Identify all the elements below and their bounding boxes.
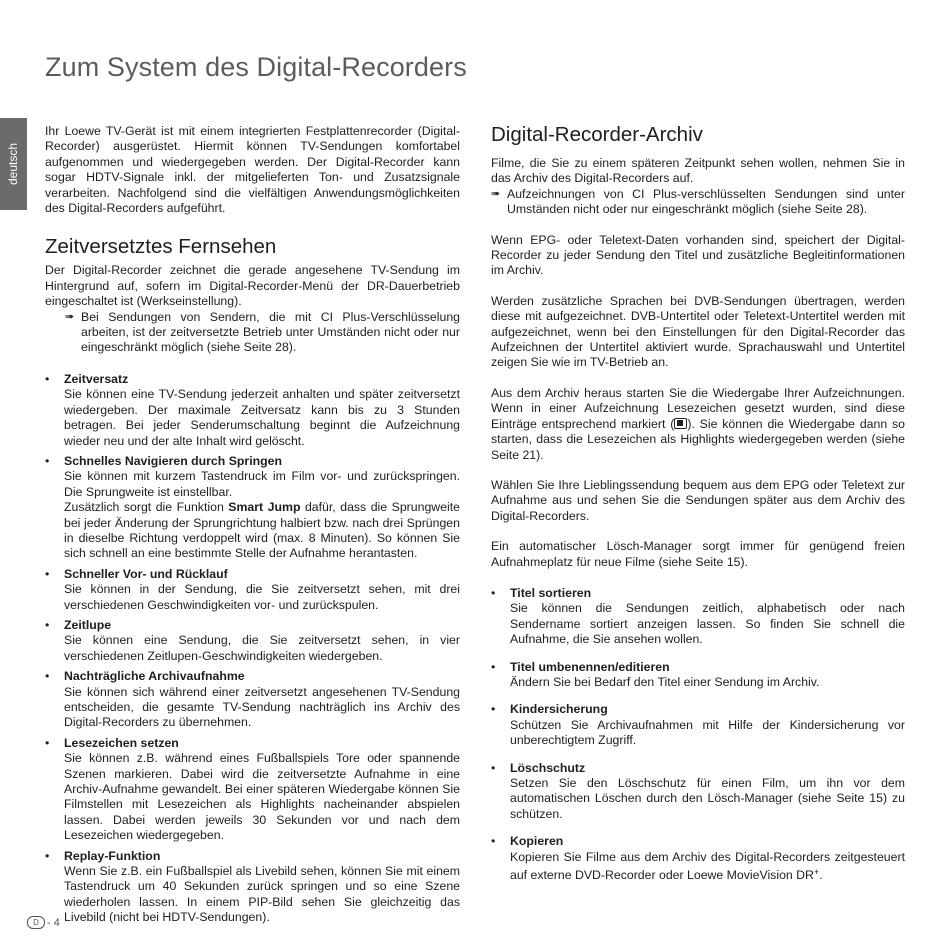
item-title: • Schneller Vor- und Rücklauf xyxy=(64,566,228,581)
intro-paragraph: Ihr Loewe TV-Gerät ist mit einem integrierten Festplattenrecorder (Digital-Recorder) ausgerüstet. Hiermit können TV-Sendungen komfortabel aufgenommen und wiedergegeben werden. Der Digital-Recorder kann sogar HDTV-Signale inkl. der mitgelieferten Ton- und Zusatzsignale verarbeiten. Nachfolgend sind die vielfältigen Anwendungsmöglichkeiten des Digital-Recorders aufgeführt. xyxy=(45,124,460,216)
item-text: Sie können sich während einer zeitversetzt angesehenen TV-Sendung entscheiden, die gesamte TV-Sendung nachträglich ins Archiv des Digital-Recorders zu übernehmen. xyxy=(64,684,460,730)
item-text: Sie können z.B. während eines Fußballspiels Tore oder spannende Szenen markieren. Dabei wird die zeitversetzte Aufnahme in eine Archiv-Aufnahme gewandelt. Bei einer späteren Wiedergabe können Sie Filmstellen mit Lesezeichen als Highlights nacheinander abspielen lassen. Dabei werden jeweils 30 Sekunden vor und nach dem Lesezeichen wiedergegeben. xyxy=(64,751,460,843)
list-item xyxy=(491,761,905,823)
list-item xyxy=(45,567,460,613)
section-heading-zeitversetzt: Zeitversetztes Fernsehen xyxy=(45,235,277,259)
list-item xyxy=(45,372,460,449)
section-paragraph: Der Digital-Recorder zeichnet die gerade angesehene TV-Sendung im Hintergrund auf, sofern im Digital-Recorder-Menü der DR-Dauerbetrieb eingeschaltet ist (Werkseinstellung). xyxy=(45,263,460,309)
language-tab xyxy=(0,118,27,210)
item-text-continued: Zusätzlich sorgt die Funktion Smart Jump dafür, dass die Sprungweite bei jeder Änderung der Sprungrichtung halbiert bzw. nach drei Sprüngen in dieselbe Richtung verdoppelt wird (max. 8 Minuten). So können Sie sich schnell an eine bestimmte Stelle der Aufnahme herantasten. xyxy=(64,500,460,561)
item-title: • Lesezeichen setzen xyxy=(64,735,179,750)
list-item xyxy=(45,618,460,664)
list-item xyxy=(491,834,905,883)
left-column xyxy=(45,124,460,931)
item-title: • Löschschutz xyxy=(510,760,586,775)
item-text: Wenn Sie z.B. ein Fußballspiel als Livebild sehen, können Sie mit einem Tastendruck um 40 Sekunden zurück springen und so eine Szene wiederholen lassen. In einem PIP-Bild sehen Sie gleichzeitig das Livebild (nicht bei HDTV-Sendungen). xyxy=(64,864,460,925)
item-text: Kopieren Sie Filme aus dem Archiv des Digital-Recorders zeitgesteuert auf externe DVD-Recorder oder Loewe MovieVision DR+. xyxy=(510,849,905,883)
item-text: Sie können die Sendungen zeitlich, alphabetisch oder nach Sendername sortiert anzeigen lassen. So finden Sie schnell die Aufnahme, die Sie ansehen wollen. xyxy=(510,601,905,647)
note-text: Aufzeichnungen von CI Plus-verschlüsselten Sendungen sind unter Umständen nicht oder nur eingeschränkt möglich (siehe Seite 28). xyxy=(507,186,905,217)
archive-paragraph-2: Wenn EPG- oder Teletext-Daten vorhanden sind, speichert der Digital-Recorder zu jeder Sendung den Titel und zusätzliche Begleitinformationen im Archiv. xyxy=(491,232,905,278)
item-title: • Titel sortieren xyxy=(510,585,592,600)
language-tab-label: deutsch xyxy=(6,142,21,186)
note xyxy=(65,310,460,356)
archive-paragraph-6: Ein automatischer Lösch-Manager sorgt immer für genügend freien Aufnahmeplatz für neue Filme (siehe Seite 15). xyxy=(491,539,905,569)
item-text: Sie können mit kurzem Tastendruck im Film vor- und zurückspringen. Die Sprungweite ist einstellbar. xyxy=(64,469,460,499)
note xyxy=(491,187,905,218)
item-title: • Replay-Funktion xyxy=(64,848,161,863)
item-title: • Zeitversatz xyxy=(64,371,129,386)
arrow-right-icon: ➠ xyxy=(491,187,501,200)
list-item xyxy=(45,736,460,844)
page-number: - 4 xyxy=(47,916,60,929)
archive-feature-list xyxy=(491,586,905,884)
language-badge: D xyxy=(27,916,45,929)
note-text: Bei Sendungen von Sendern, die mit CI Plus-Verschlüsselung arbeiten, ist der zeitversetzte Betrieb unter Umständen nicht oder nur eingeschränkt möglich (siehe Seite 28). xyxy=(81,309,460,355)
item-text: Setzen Sie den Löschschutz für einen Film, um ihn vor dem automatischen Löschen durch den Lösch-Manager (siehe Seite 15) zu schützen. xyxy=(510,776,905,821)
arrow-right-icon: ➠ xyxy=(65,310,75,323)
item-title: • Zeitlupe xyxy=(64,617,112,632)
item-text: Sie können eine Sendung, die Sie zeitversetzt sehen, in vier verschiedenen Zeitlupen-Geschwindigkeiten wiedergeben. xyxy=(64,633,460,663)
list-item xyxy=(45,669,460,731)
right-column xyxy=(491,122,905,895)
item-text: Schützen Sie Archivaufnahmen mit Hilfe der Kindersicherung vor unberechtigtem Zugriff. xyxy=(510,717,905,748)
item-text: Sie können in der Sendung, die Sie zeitversetzt sehen, mit drei verschiedenen Geschwindigkeiten vor- und zurückspulen. xyxy=(64,582,460,612)
item-text: Ändern Sie bei Bedarf den Titel einer Sendung im Archiv. xyxy=(510,674,820,689)
list-item xyxy=(491,702,905,748)
page-footer xyxy=(27,916,60,929)
item-title: • Schnelles Navigieren durch Springen xyxy=(64,453,282,468)
feature-list xyxy=(45,372,460,926)
section-heading-archiv: Digital-Recorder-Archiv xyxy=(491,123,703,146)
list-item xyxy=(491,586,905,648)
smart-jump-term: Smart Jump xyxy=(228,500,301,515)
list-item xyxy=(491,660,905,691)
page-title: Zum System des Digital-Recorders xyxy=(45,52,467,82)
item-title: • Nachträgliche Archivaufnahme xyxy=(64,669,245,684)
item-title: • Kopieren xyxy=(510,834,564,849)
item-title: • Kindersicherung xyxy=(510,702,608,717)
archive-paragraph-5: Wählen Sie Ihre Lieblingssendung bequem aus dem EPG oder Teletext zur Aufnahme aus und sehen Sie die Sendungen später aus dem Archiv des Digital-Recorders. xyxy=(491,477,905,523)
list-item xyxy=(45,454,460,562)
archive-paragraph-4: Aus dem Archiv heraus starten Sie die Wiedergabe Ihrer Aufzeichnungen. Wenn in einer Aufzeichnung Lesezeichen gesetzt wurden, sind diese Einträge entsprechend markiert ( ). Sie können die Wiedergabe dann so starten, dass die Lesezeichen als Highlights wiedergegeben werden (siehe Seite 21). xyxy=(491,385,906,462)
archive-paragraph-1: Filme, die Sie zu einem späteren Zeitpunkt sehen wollen, nehmen Sie in das Archiv des Digital-Recorders auf. xyxy=(491,156,905,186)
item-text: Sie können eine TV-Sendung jederzeit anhalten und später zeitversetzt wiedergeben. Der maximale Zeitversatz kann bis zu 3 Stunden betragen. Bei jeder Senderumschaltung beginnt die Aufzeichnung wieder neu und der alte Inhalt wird gelöscht. xyxy=(64,387,460,448)
list-item xyxy=(45,849,460,926)
bookmark-archive-icon xyxy=(674,418,687,429)
item-title: • Titel umbenennen/editieren xyxy=(510,659,670,674)
archive-paragraph-3: Werden zusätzliche Sprachen bei DVB-Sendungen übertragen, werden diese mit aufgezeichnet. DVB-Untertitel oder Teletext-Untertitel werden mit aufgezeichnet, wenn bei den Einstellungen für den Digital-Recorder das Aufzeichnen der Untertitel aktiviert wurde. Sprachauswahl und Untertitel zeigen Sie wie im TV-Betrieb an. xyxy=(491,293,905,370)
